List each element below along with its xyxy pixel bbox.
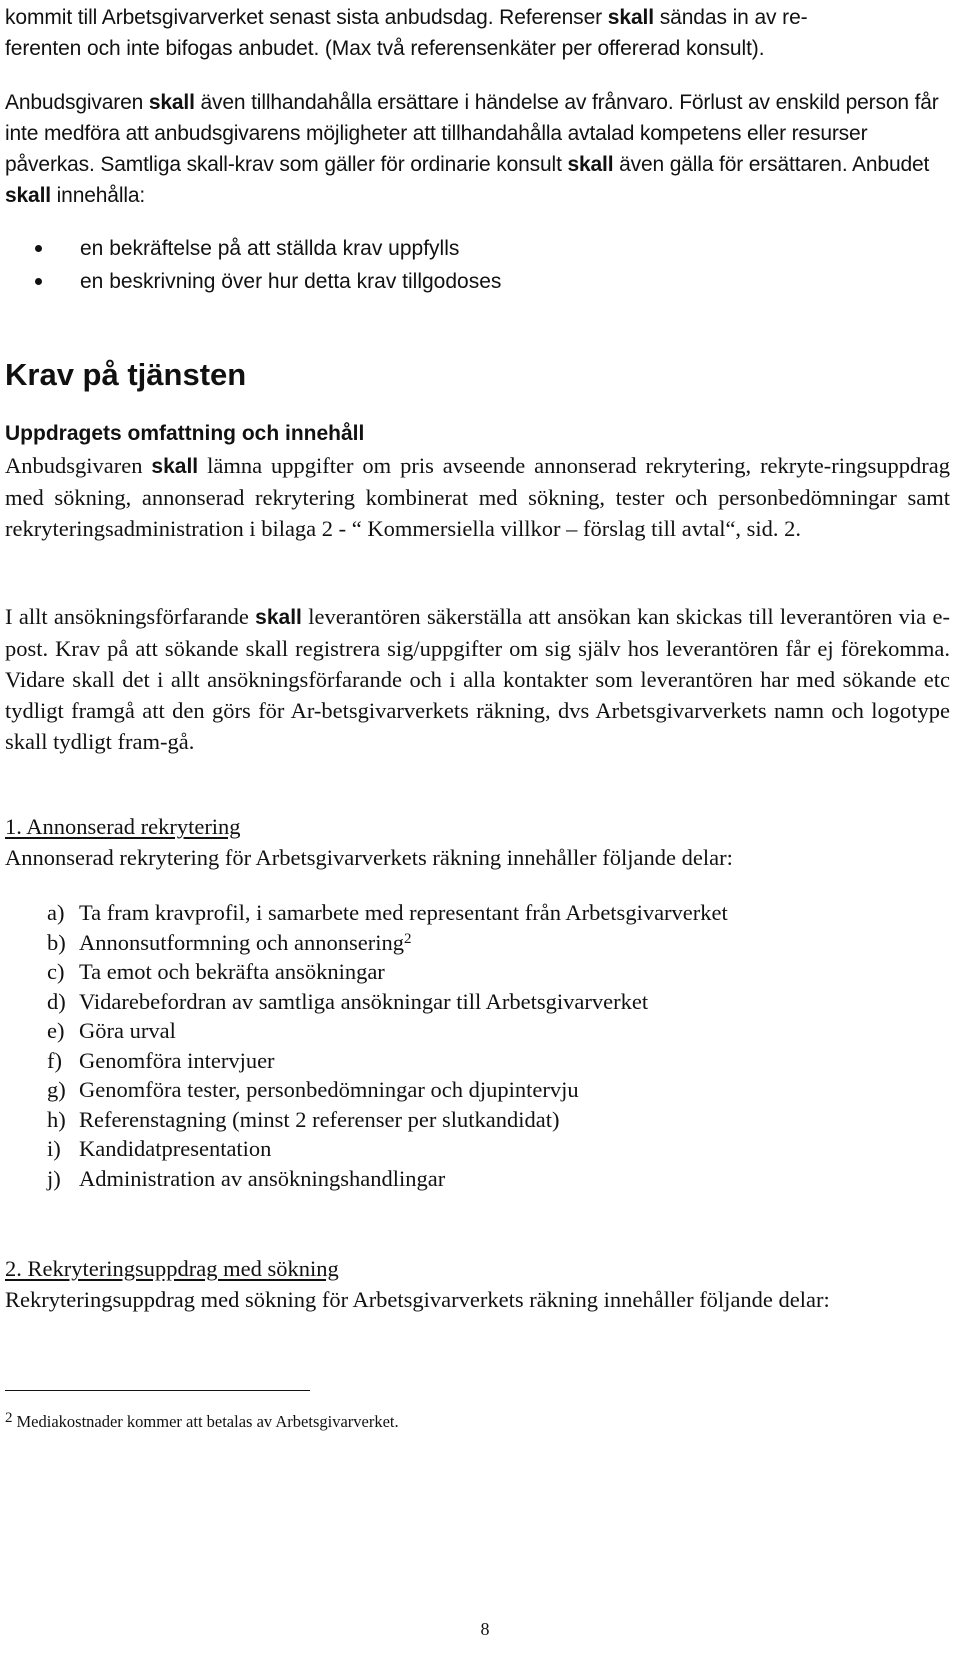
part2-intro: Rekryteringsuppdrag med sökning för Arbetsgivarverkets räkning innehåller följande delar: [5,1287,830,1312]
list-item [47,1164,728,1194]
list-item-label: e) [47,1018,65,1043]
scope-text-a: Anbudsgivaren [5,453,152,478]
scope-text-c: lämna uppgifter om pris avseende annonserad rekrytering, rekryte-ringsuppdrag med sökning, annonserad rekrytering kombinerat med sökning, tester och personbedömningar samt rekryteringsadministration i bilaga 2 - “ Kommersiella villkor – förslag till avtal“, sid. 2. [5,453,950,541]
bullet-text: en bekräftelse på att ställda krav uppfylls [80,237,460,260]
footnote-text: Mediakostnader kommer att betalas av Arbetsgivarverket. [16,1412,399,1431]
list-item [47,898,728,928]
intro-text-2: ferenten och inte bifogas anbudet. (Max två referensenkäter per offererad konsult). [5,37,765,60]
list-item [47,987,728,1017]
list-item-label: b) [47,929,66,955]
list-item-text: Vidarebefordran av samtliga ansökningar till Arbetsgivarverket [79,988,649,1014]
list-item [47,1075,728,1105]
application-text-b: skall [255,606,302,629]
list-item-label: j) [47,1165,61,1191]
bullet-item [5,232,905,265]
intro-paragraph [5,2,950,64]
list-item-label: a) [47,900,65,925]
application-text-c: leverantören säkerställa att ansökan kan skickas till leverantören via e-post. Krav på att sökande skall registrera sig/uppgifter om sig själv hos leverantören får ej förekomma. Vidare skall det i allt ansökningsförfarande och i alla kontakter som leverantören har med sökande etc tydligt framgå att den görs för Ar-betsgivarverkets räkning, dvs Arbetsgivarverkets namn och logotype skall tydligt fram-gå. [5,604,950,754]
page-number: 8 [480,1619,490,1639]
section-title: Krav på tjänsten [5,357,247,392]
list-item-text: Annonsutformning och annonsering [79,929,404,955]
bullet-item [5,265,905,298]
list-item [47,1134,728,1164]
absence-text-g: innehålla: [50,184,146,207]
list-item-text: Referenstagning (minst 2 referenser per slutkandidat) [79,1106,560,1132]
list-item-label: d) [47,988,66,1014]
absence-text-d: skall [567,153,614,176]
scope-paragraph [5,450,950,544]
application-text-a: I allt ansökningsförfarande [5,604,256,629]
list-item [47,1016,728,1046]
part1-intro: Annonserad rekrytering för Arbetsgivarverkets räkning innehåller följande delar: [5,845,733,870]
list-item-label: i) [47,1136,61,1161]
footnote [5,1407,399,1433]
absence-text-b: skall [148,91,195,114]
list-item-text: Göra urval [79,1018,176,1043]
application-paragraph [5,601,950,757]
list-item-text: Ta emot och bekräfta ansökningar [79,959,385,984]
list-item-text: Genomföra intervjuer [79,1047,275,1073]
footnote-reference: 2 [403,930,412,947]
intro-text-1b: skall [607,6,654,29]
list-item-text: Ta fram kravprofil, i samarbete med representant från Arbetsgivarverket [79,900,728,925]
list-item-label: f) [47,1047,62,1073]
bullet-dot-icon [35,245,42,252]
list-item [47,1046,728,1076]
intro-text-1c: sändas in av re- [654,6,808,29]
requirement-bullet-list [5,232,905,298]
list-item-label: g) [47,1077,66,1102]
bullet-text: en beskrivning över hur detta krav tillgodoses [80,270,502,293]
absence-text-e: även gälla för ersättaren. Anbudet [613,153,930,176]
part1-heading: 1. Annonserad rekrytering [5,814,241,839]
section-subtitle: Uppdragets omfattning och innehåll [5,422,365,445]
list-item [47,1105,728,1135]
part2-heading: 2. Rekryteringsuppdrag med sökning [5,1256,339,1281]
bullet-dot-icon [35,278,42,285]
list-item-text: Administration av ansökningshandlingar [79,1165,446,1191]
list-item-label: c) [47,959,65,984]
footnote-separator [5,1390,310,1391]
intro-text-1a: kommit till Arbetsgivarverket senast sista anbudsdag. Referenser [5,6,608,29]
part1-item-list [47,898,728,1193]
absence-paragraph [5,87,950,211]
scope-text-b: skall [151,455,199,478]
footnote-number: 2 [5,1410,13,1426]
absence-text-a: Anbudsgivaren [5,91,149,114]
absence-text-f: skall [5,184,51,207]
absence-text-c: även tillhandahålla ersättare i händelse av frånvaro. Förlust av enskild person får inte medföra att anbudsgivarens möjligheter att tillhandahålla avtalad kompetens eller resurser påverkas. Samtliga skall-krav som gäller för ordinarie konsult [5,91,939,176]
list-item-label: h) [47,1106,66,1132]
list-item-text: Genomföra tester, personbedömningar och djupintervju [79,1077,579,1102]
list-item [47,928,728,958]
list-item [47,957,728,987]
list-item-text: Kandidatpresentation [79,1136,272,1161]
